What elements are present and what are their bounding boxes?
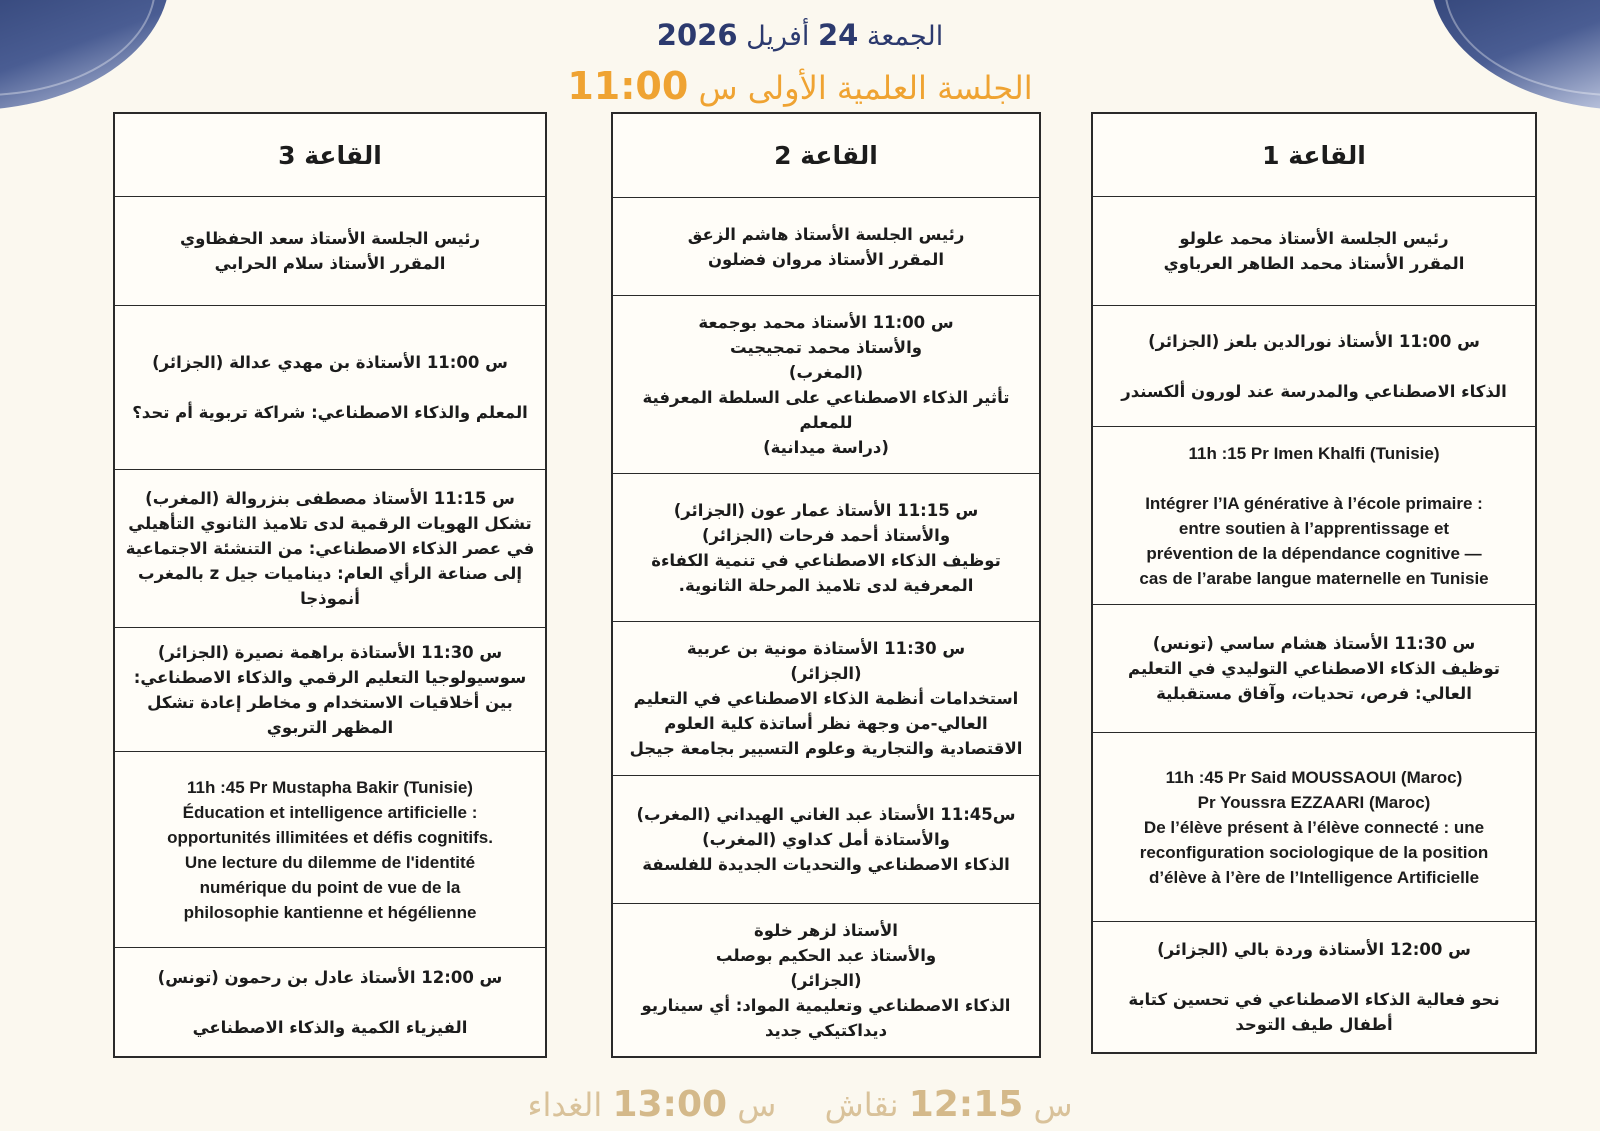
talk-line: إلى صناعة الرأي العام: ديناميات جيل z بالمغرب [138,564,522,583]
talk-line: توظيف الذكاء الاصطناعي التوليدي في التعليم [1128,659,1500,678]
talk [613,296,1039,474]
talk-line: والأستاذ محمد تمجيجيت [730,337,922,357]
talk-line: reconfiguration sociologique de la position [1139,842,1489,862]
room-title [1093,114,1535,197]
talk-line: تشكل الهويات الرقمية لدى تلاميذ الثانوي التأهيلي [128,514,532,533]
session-chair [1093,197,1535,306]
talk-line: س 11:00 الأستاذ محمد بوجمعة [698,312,954,332]
talk-line: الذكاء الاصطناعي وتعليمية المواد: أي سيناريو [641,995,1011,1015]
talk-line: 11h :45 Pr Mustapha Bakir (Tunisie) [187,777,473,797]
talk-line: توظيف الذكاء الاصطناعي في تنمية الكفاءة [651,550,1001,570]
talk-line: س 11:00 الأستاذ نورالدين بلعز (الجزائر) [1148,331,1480,351]
talk-line: والأستاذة أمل كداوي (المغرب) [702,830,950,849]
room-title [115,114,545,197]
talk [1093,427,1535,605]
talk-line: س 11:30 الأستاذة مونية بن عربية [686,639,966,658]
talk-line: المعلم والذكاء الاصطناعي: شراكة تربوية أم تحد؟ [132,403,528,422]
footer-schedule [0,1084,1600,1125]
talk-line: ديداكتيكي جديد [764,1020,888,1040]
room-title-text: القاعة 1 [1262,140,1366,170]
talk-line: العالي-من وجهة نظر أساتذة كلية العلوم [664,714,988,733]
talk-line: أنموذجا [300,589,360,608]
talk-line: الذكاء الاصطناعي والتحديات الجديدة للفلسفة [642,855,1010,874]
talk-line: Éducation et intelligence artificielle : [182,802,478,822]
talk-line: 11h :45 Pr Said MOUSSAOUI (Maroc) [1165,767,1463,787]
talk-line: س 12:00 الأستاذ عادل بن رحمون (تونس) [157,967,503,987]
talk-line: d’élève à l’ère de l’Intelligence Artificielle [1148,867,1480,887]
chair-line: رئيس الجلسة الأستاذ سعد الحفظاوي [180,229,480,248]
talk-line: أطفال طيف التوحد [1235,1015,1393,1034]
talk-line: س 11:00 الأستاذة بن مهدي عدالة (الجزائر) [152,353,508,372]
footer-time-discussion: 12:15 [908,1084,1024,1125]
talk-line: De l’élève présent à l’élève connecté : une [1143,817,1485,837]
talk-line: والأستاذ عبد الحكيم بوصلب [715,945,937,965]
header-month: أفريل [746,21,810,52]
talk [115,948,545,1056]
talk-line: س11:45 الأستاذ عبد الغاني الهيداني (المغرب) [636,805,1016,824]
footer-s1: س [1033,1086,1073,1124]
chair-line: المقرر الأستاذ مروان فضلون [707,249,945,269]
talk-line: س 11:30 الأستاذة براهمة نصيرة (الجزائر) [157,642,503,662]
talk-line: (الجزائر) [790,664,862,683]
talk-line: س 11:30 الأستاذ هشام ساسي (تونس) [1152,634,1476,653]
footer-lunch: الغداء [527,1086,603,1124]
talk-line: الاقتصادية والتجارية وعلوم التسيير بجامعة جيجل [629,739,1023,758]
talk-line: للمعلم [799,412,853,432]
talk-line: Intégrer l’IA générative à l’école primaire : [1145,493,1483,513]
talk-line: العالي: فرص، تحديات، وآفاق مستقبلية [1156,684,1472,703]
talk [1093,733,1535,922]
talk-line: (المغرب) [788,362,864,382]
talk-line: (دراسة ميدانية) [763,437,889,457]
chair-line: رئيس الجلسة الأستاذ محمد علولو [1179,229,1449,248]
chair-line: المقرر الأستاذ محمد الطاهر العرباوي [1163,254,1465,273]
talk-line: نحو فعالية الذكاء الاصطناعي في تحسين كتابة [1128,990,1500,1009]
talk-line: في عصر الذكاء الاصطناعي: من التنشئة الاجتماعية [125,539,535,558]
chair-line: المقرر الأستاذ سلام الحرابي [214,254,446,273]
talk-line: والأستاذ أحمد فرحات (الجزائر) [701,525,951,545]
chair-line: رئيس الجلسة الأستاذ هاشم الزعق [687,224,965,244]
talk-line: بين أخلاقيات الاستخدام و مخاطر إعادة تشكل [147,692,513,712]
talk [1093,605,1535,733]
talk-line: المظهر التربوي [266,717,394,737]
session-title [0,64,1600,108]
session-label: الجلسة العلمية الأولى س [698,69,1033,107]
room-title-text: القاعة 3 [278,140,382,170]
talk-line: س 12:00 الأستاذة وردة بالي (الجزائر) [1157,940,1471,959]
talk-line: (الجزائر) [790,970,862,990]
session-chair [613,198,1039,296]
talk-line: numérique du point de vue de la [199,877,461,897]
header-date [0,18,1600,52]
header-day: الجمعة [866,21,944,52]
talk-line: سوسيولوجيا التعليم الرقمي والذكاء الاصطناعي: [133,667,527,687]
talk [613,776,1039,904]
room-1-column [1091,112,1537,1054]
talk [1093,922,1535,1052]
talk [115,628,545,752]
talk-line: الذكاء الاصطناعي والمدرسة عند لورون ألكسندر [1121,381,1507,401]
talk-line: opportunités illimitées et défis cognitifs. [167,827,493,847]
talk-line: تأثير الذكاء الاصطناعي على السلطة المعرفية [642,387,1010,407]
room-title-text: القاعة 2 [774,141,878,170]
talk-line: س 11:15 الأستاذ مصطفى بنزروالة (المغرب) [145,489,515,508]
footer-s2: س [737,1086,777,1124]
talk-line: Une lecture du dilemme de l'identité [184,852,476,872]
talk [1093,306,1535,427]
talk-line: philosophie kantienne et hégélienne [183,902,477,922]
talk-line: prévention de la dépendance cognitive — [1146,543,1482,563]
room-title [613,114,1039,198]
talk-line: الفيزياء الكمية والذكاء الاصطناعي [192,1017,468,1037]
talk [115,306,545,470]
talk-line: cas de l’arabe langue maternelle en Tunisie [1139,568,1489,588]
footer-time-lunch: 13:00 [612,1084,728,1125]
talk [115,752,545,948]
header-date-num: 24 [817,18,859,52]
talk [613,474,1039,622]
talk [613,904,1039,1056]
header-year: 2026 [656,18,738,52]
talk-line: استخدامات أنظمة الذكاء الاصطناعي في التعليم [633,689,1019,708]
talk [115,470,545,628]
talk-line: 11h :15 Pr Imen Khalfi (Tunisie) [1188,443,1440,463]
session-chair [115,197,545,306]
session-time: 11:00 [567,64,689,108]
room-2-column [611,112,1041,1058]
room-3-column [113,112,547,1058]
talk-line: Pr Youssra EZZAARI (Maroc) [1197,792,1431,812]
footer-discussion: نقاش [824,1086,899,1124]
talk-line: الأستاذ لزهر خلوة [754,920,898,940]
talk [613,622,1039,776]
talk-line: س 11:15 الأستاذ عمار عون (الجزائر) [673,500,979,520]
talk-line: entre soutien à l’apprentissage et [1178,518,1450,538]
talk-line: المعرفية لدى تلاميذ المرحلة الثانوية. [678,575,974,595]
